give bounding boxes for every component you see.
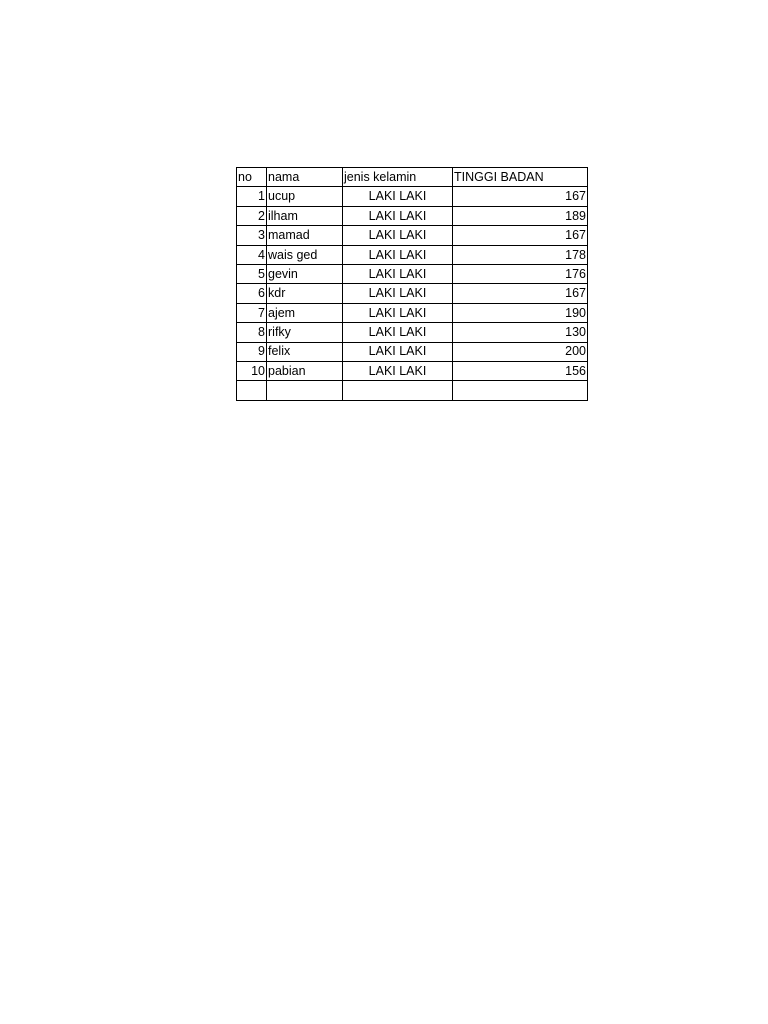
data-table: [236, 167, 588, 401]
cell-nama: wais ged: [267, 245, 343, 264]
cell-no: 7: [237, 303, 267, 322]
cell-tinggi-badan: 200: [453, 342, 588, 361]
cell-no: 9: [237, 342, 267, 361]
cell-tinggi-badan: 176: [453, 264, 588, 283]
header-row: [237, 168, 588, 187]
header-jenis-kelamin: jenis kelamin: [343, 168, 453, 187]
table-row: [237, 245, 588, 264]
cell-nama: rifky: [267, 323, 343, 342]
cell-no: 3: [237, 226, 267, 245]
cell-jenis-kelamin: LAKI LAKI: [343, 323, 453, 342]
cell-tinggi-badan: 167: [453, 187, 588, 206]
cell-nama: pabian: [267, 361, 343, 380]
cell-nama: gevin: [267, 264, 343, 283]
empty-cell: [267, 381, 343, 400]
cell-nama: ajem: [267, 303, 343, 322]
cell-tinggi-badan: 130: [453, 323, 588, 342]
cell-no: 1: [237, 187, 267, 206]
cell-tinggi-badan: 156: [453, 361, 588, 380]
cell-jenis-kelamin: LAKI LAKI: [343, 245, 453, 264]
cell-jenis-kelamin: LAKI LAKI: [343, 264, 453, 283]
cell-no: 6: [237, 284, 267, 303]
cell-jenis-kelamin: LAKI LAKI: [343, 284, 453, 303]
cell-nama: ilham: [267, 206, 343, 225]
empty-cell: [343, 381, 453, 400]
cell-tinggi-badan: 190: [453, 303, 588, 322]
cell-nama: mamad: [267, 226, 343, 245]
table-row: [237, 264, 588, 283]
table-row: [237, 342, 588, 361]
table-row: [237, 323, 588, 342]
cell-jenis-kelamin: LAKI LAKI: [343, 361, 453, 380]
cell-no: 8: [237, 323, 267, 342]
cell-jenis-kelamin: LAKI LAKI: [343, 303, 453, 322]
cell-no: 5: [237, 264, 267, 283]
cell-no: 10: [237, 361, 267, 380]
cell-tinggi-badan: 167: [453, 226, 588, 245]
cell-no: 4: [237, 245, 267, 264]
empty-row: [237, 381, 588, 400]
table-row: [237, 361, 588, 380]
cell-tinggi-badan: 178: [453, 245, 588, 264]
table-row: [237, 206, 588, 225]
header-nama: nama: [267, 168, 343, 187]
table-body: [237, 168, 588, 401]
table-row: [237, 226, 588, 245]
cell-nama: kdr: [267, 284, 343, 303]
empty-cell: [237, 381, 267, 400]
header-tinggi-badan: TINGGI BADAN: [453, 168, 588, 187]
cell-jenis-kelamin: LAKI LAKI: [343, 206, 453, 225]
cell-tinggi-badan: 189: [453, 206, 588, 225]
table-row: [237, 187, 588, 206]
cell-jenis-kelamin: LAKI LAKI: [343, 226, 453, 245]
cell-nama: felix: [267, 342, 343, 361]
cell-jenis-kelamin: LAKI LAKI: [343, 342, 453, 361]
table-row: [237, 284, 588, 303]
cell-nama: ucup: [267, 187, 343, 206]
empty-cell: [453, 381, 588, 400]
header-no: no: [237, 168, 267, 187]
table-row: [237, 303, 588, 322]
cell-no: 2: [237, 206, 267, 225]
cell-jenis-kelamin: LAKI LAKI: [343, 187, 453, 206]
cell-tinggi-badan: 167: [453, 284, 588, 303]
